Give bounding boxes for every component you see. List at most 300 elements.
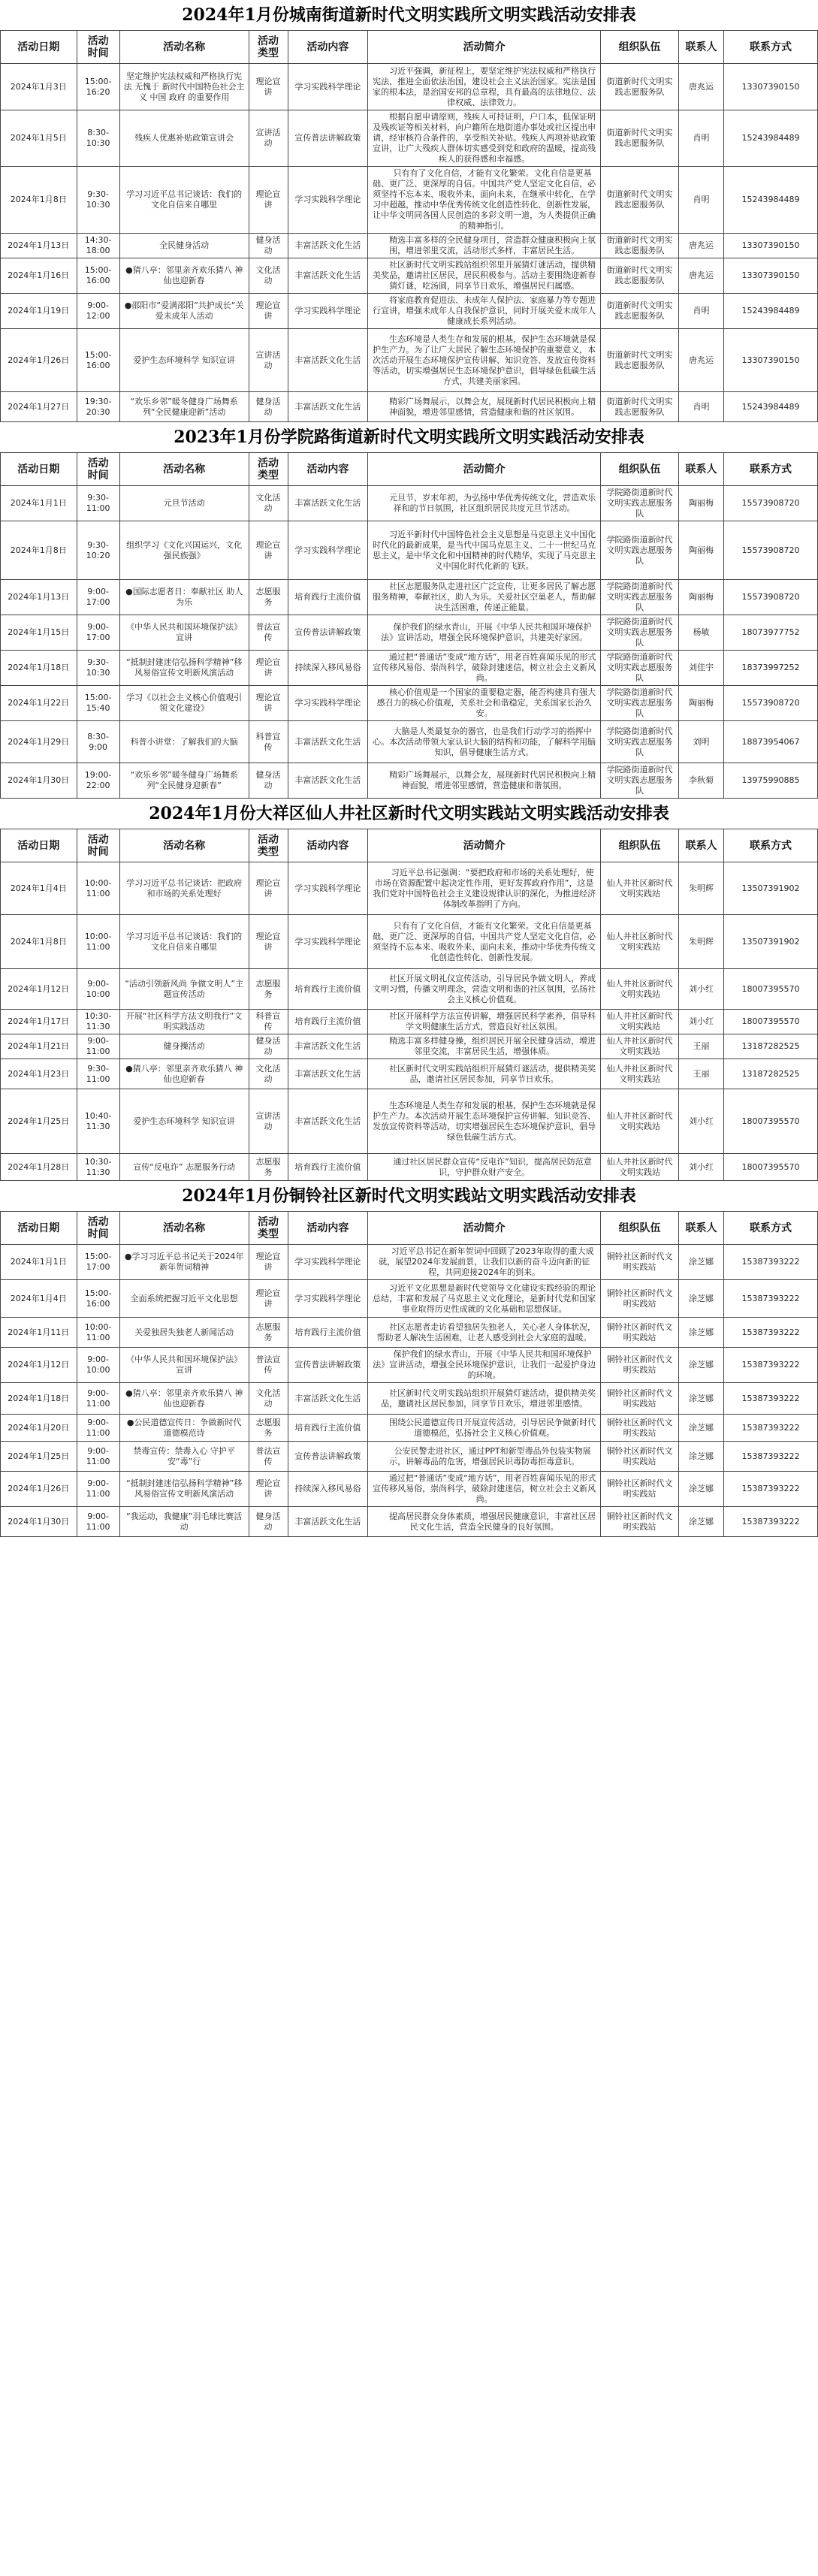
- cell-contact-phone: 15387393222: [723, 1383, 817, 1415]
- cell-activity-content: 培育践行主流价值: [288, 1318, 368, 1348]
- table-row: [1, 110, 818, 167]
- schedule-section: [0, 1181, 818, 1537]
- cell-activity-time: 9:00-11:00: [77, 1442, 119, 1472]
- cell-activity-name: ●猜八亭：邻里亲齐欢乐猜八 神仙也迎新春: [119, 1383, 249, 1415]
- cell-activity-name: ●猜八亭：邻里亲齐欢乐猜八 神仙也迎新春: [119, 258, 249, 294]
- cell-activity-date: 2024年1月18日: [1, 1383, 77, 1415]
- cell-activity-content: 学习实践科学理论: [288, 521, 368, 580]
- cell-contact-phone: 15387393222: [723, 1348, 817, 1383]
- column-header-activity-content: 活动内容: [288, 1212, 368, 1245]
- cell-activity-intro: 习近平总书记在新年贺词中回顾了2023年取得的重大成就，展望2024年发展前景，让我们以新的奋斗迈向新的征程，共同迎接2024年的到来。: [368, 1245, 601, 1280]
- column-header-activity-time: 活动 时间: [77, 453, 119, 486]
- column-header-contact-person: 联系人: [679, 829, 724, 862]
- cell-organizer-team: 街道新时代文明实践志愿服务队: [601, 392, 679, 422]
- cell-activity-name: “抵制封建迷信弘扬科学精神”移风易俗宣传文明新风演活动: [119, 651, 249, 686]
- cell-activity-intro: 精彩广场舞展示，以舞会友，展现新时代居民积极向上精神面貌，增进邻里感情，营造健康和谐的社区氛围。: [368, 392, 601, 422]
- cell-activity-type: 理论宣讲: [249, 64, 288, 110]
- cell-activity-time: 19:00-22:00: [77, 763, 119, 799]
- cell-activity-type: 理论宣讲: [249, 521, 288, 580]
- column-header-activity-content: 活动内容: [288, 829, 368, 862]
- column-header-activity-time: 活动 时间: [77, 1212, 119, 1245]
- cell-contact-phone: 15573908720: [723, 486, 817, 521]
- table-row: [1, 1415, 818, 1442]
- cell-organizer-team: 仙人井社区新时代文明实践站: [601, 862, 679, 915]
- cell-contact-phone: 13307390150: [723, 234, 817, 258]
- column-header-contact-person: 联系人: [679, 31, 724, 64]
- cell-contact-person: 涂芝娜: [679, 1383, 724, 1415]
- cell-activity-name: 全面系统把握习近平文化思想: [119, 1280, 249, 1318]
- cell-organizer-team: 街道新时代文明实践志愿服务队: [601, 258, 679, 294]
- column-header-activity-type: 活动 类型: [249, 1212, 288, 1245]
- cell-activity-name: 组织学习《文化兴国运兴，文化强民族强》: [119, 521, 249, 580]
- cell-activity-date: 2024年1月21日: [1, 1034, 77, 1059]
- cell-activity-time: 10:30-11:30: [77, 1010, 119, 1034]
- cell-activity-intro: 将家庭教育促进法、未成年人保护法、家庭暴力等专题进行宣讲，增强未成年人自我保护意识，同时开展关爱未成年人健康成长系列活动。: [368, 294, 601, 329]
- column-header-contact-phone: 联系方式: [723, 31, 817, 64]
- cell-activity-content: 丰富活跃文化生活: [288, 1034, 368, 1059]
- cell-activity-time: 15:00-17:00: [77, 1245, 119, 1280]
- table-row: [1, 486, 818, 521]
- cell-activity-time: 10:00-11:00: [77, 862, 119, 915]
- cell-activity-date: 2024年1月28日: [1, 1154, 77, 1181]
- cell-activity-date: 2024年1月13日: [1, 580, 77, 615]
- cell-activity-type: 志愿服务: [249, 969, 288, 1010]
- schedule-table: [0, 30, 818, 422]
- cell-activity-content: 培育践行主流价值: [288, 1154, 368, 1181]
- cell-organizer-team: 学院路街道新时代文明实践志愿服务队: [601, 721, 679, 763]
- table-row: [1, 1348, 818, 1383]
- cell-contact-person: 涂芝娜: [679, 1348, 724, 1383]
- cell-activity-type: 健身活动: [249, 234, 288, 258]
- cell-contact-phone: 13307390150: [723, 64, 817, 110]
- schedule-section: [0, 799, 818, 1181]
- cell-activity-intro: 保护我们的绿水青山，开展《中华人民共和国环境保护法》宣讲活动，增强全民环境保护意识，共建美好家园。: [368, 615, 601, 651]
- table-row: [1, 1010, 818, 1034]
- table-row: [1, 1089, 818, 1154]
- cell-activity-content: 宣传普法讲解政策: [288, 615, 368, 651]
- cell-activity-date: 2024年1月4日: [1, 1280, 77, 1318]
- table-row: [1, 392, 818, 422]
- cell-activity-content: 学习实践科学理论: [288, 294, 368, 329]
- cell-contact-phone: 15573908720: [723, 580, 817, 615]
- table-row: [1, 651, 818, 686]
- cell-activity-name: 关爱独居失独老人新闻活动: [119, 1318, 249, 1348]
- column-header-activity-date: 活动日期: [1, 453, 77, 486]
- cell-activity-intro: 提高居民群众身体素质，增强居民健康意识，丰富社区居民文化生活，营造全民健身的良好氛围。: [368, 1507, 601, 1537]
- cell-activity-content: 丰富活跃文化生活: [288, 234, 368, 258]
- cell-contact-person: 肖明: [679, 392, 724, 422]
- cell-activity-date: 2024年1月25日: [1, 1442, 77, 1472]
- table-row: [1, 234, 818, 258]
- cell-activity-intro: 社区新时代文明实践站组织邻里开展猜灯谜活动，提供精美奖品，邀请社区居民，居民积极参与。活动主要围绕迎新春猜灯谜，吃汤圆，同享节日欢乐，增强居民归属感。: [368, 258, 601, 294]
- cell-activity-type: 文化活动: [249, 1059, 288, 1089]
- cell-activity-date: 2024年1月11日: [1, 1318, 77, 1348]
- cell-activity-time: 9:00-17:00: [77, 615, 119, 651]
- cell-activity-intro: 精选丰富多样的全民健身项目，营造群众健康积极向上氛围，增进邻里交流，活动形式多样，丰富居民生活。: [368, 234, 601, 258]
- cell-activity-time: 15:00-16:00: [77, 258, 119, 294]
- cell-contact-person: 涂芝娜: [679, 1415, 724, 1442]
- cell-contact-person: 陶丽梅: [679, 486, 724, 521]
- cell-activity-time: 9:30-10:30: [77, 651, 119, 686]
- cell-activity-time: 9:30-11:00: [77, 486, 119, 521]
- cell-contact-phone: 18073977752: [723, 615, 817, 651]
- cell-activity-date: 2024年1月1日: [1, 1245, 77, 1280]
- cell-contact-person: 肖明: [679, 110, 724, 167]
- cell-activity-intro: 通过把“普通话”变成“地方话”，用老百姓喜闻乐见的形式宣传移风易俗、崇尚科学，破除封建迷信，树立社会主义新风尚。: [368, 651, 601, 686]
- cell-contact-person: 陶丽梅: [679, 521, 724, 580]
- cell-activity-date: 2024年1月8日: [1, 167, 77, 234]
- table-row: [1, 721, 818, 763]
- table-row: [1, 1318, 818, 1348]
- cell-activity-name: 学习习近平总书记谈话：我们的文化自信来自哪里: [119, 167, 249, 234]
- cell-activity-intro: 习近平强调，新征程上，要坚定维护宪法权威和严格执行宪法，推进全面依法治国，建设社会主义法治国家。宪法是国家的根本法，是治国安邦的总章程，具有最高的法律地位、法律权威、法律效力。: [368, 64, 601, 110]
- cell-contact-person: 涂芝娜: [679, 1472, 724, 1507]
- column-header-activity-date: 活动日期: [1, 829, 77, 862]
- cell-activity-name: 《中华人民共和国环境保护法》宣讲: [119, 1348, 249, 1383]
- cell-activity-intro: 社区志愿服务队走进社区广泛宣传，让更多居民了解志愿服务精神，奉献社区，助人为乐。关爱社区空巢老人，帮助解决生活困难，传递正能量。: [368, 580, 601, 615]
- cell-activity-time: 10:00-11:00: [77, 915, 119, 969]
- cell-activity-name: ●国际志愿者日：奉献社区 助人为乐: [119, 580, 249, 615]
- cell-activity-type: 志愿服务: [249, 1415, 288, 1442]
- cell-activity-time: 8:30-9:00: [77, 721, 119, 763]
- cell-activity-name: 开展“社区科学方法文明我行”文明实践活动: [119, 1010, 249, 1034]
- cell-activity-time: 9:30-10:20: [77, 521, 119, 580]
- cell-activity-content: 学习实践科学理论: [288, 167, 368, 234]
- cell-activity-content: 丰富活跃文化生活: [288, 721, 368, 763]
- cell-activity-name: 学习习近平总书记谈话：我们的文化自信来自哪里: [119, 915, 249, 969]
- cell-activity-date: 2024年1月30日: [1, 763, 77, 799]
- cell-activity-type: 理论宣讲: [249, 167, 288, 234]
- table-header-row: [1, 1212, 818, 1245]
- cell-activity-time: 9:30-11:00: [77, 1059, 119, 1089]
- cell-contact-phone: 15387393222: [723, 1280, 817, 1318]
- cell-activity-intro: 只有有了文化自信，才能有文化繁荣。文化自信是更基础、更广泛、更深厚的自信。中国共产党人坚定文化自信，必须坚持不忘本来、吸收外来、面向未来，在继承中转化，在学习中超越，推动中华优秀传统文化创造性转化、创新性发展，让中华文明同各国人民创造的多彩文明一道，为人类提供正确的精神指引。: [368, 167, 601, 234]
- column-header-activity-date: 活动日期: [1, 31, 77, 64]
- cell-contact-person: 唐兆运: [679, 329, 724, 392]
- cell-activity-type: 普法宣传: [249, 1348, 288, 1383]
- table-row: [1, 1280, 818, 1318]
- cell-organizer-team: 街道新时代文明实践志愿服务队: [601, 294, 679, 329]
- cell-activity-intro: 通过社区居民群众宣传“反电诈”知识，提高居民防范意识，守护群众财产安全。: [368, 1154, 601, 1181]
- cell-contact-person: 陶丽梅: [679, 580, 724, 615]
- cell-activity-content: 丰富活跃文化生活: [288, 258, 368, 294]
- column-header-activity-type: 活动 类型: [249, 453, 288, 486]
- cell-contact-person: 杨敏: [679, 615, 724, 651]
- cell-contact-person: 刘小红: [679, 1089, 724, 1154]
- cell-activity-time: 19:30-20:30: [77, 392, 119, 422]
- column-header-contact-person: 联系人: [679, 453, 724, 486]
- cell-activity-content: 丰富活跃文化生活: [288, 329, 368, 392]
- cell-activity-type: 健身活动: [249, 1507, 288, 1537]
- cell-activity-date: 2024年1月22日: [1, 686, 77, 721]
- cell-activity-content: 丰富活跃文化生活: [288, 392, 368, 422]
- column-header-activity-intro: 活动简介: [368, 829, 601, 862]
- cell-organizer-team: 仙人井社区新时代文明实践站: [601, 1059, 679, 1089]
- cell-contact-phone: 15387393222: [723, 1318, 817, 1348]
- cell-activity-intro: 社区开展文明礼仪宣传活动，引导居民争做文明人，养成文明习惯，传播文明理念，营造文明和谐的社区氛围，弘扬社会主义核心价值观。: [368, 969, 601, 1010]
- cell-contact-person: 刘小红: [679, 969, 724, 1010]
- cell-activity-time: 10:30-11:30: [77, 1154, 119, 1181]
- table-row: [1, 969, 818, 1010]
- cell-activity-date: 2024年1月19日: [1, 294, 77, 329]
- column-header-contact-phone: 联系方式: [723, 1212, 817, 1245]
- section-title: 2023年1月份学院路街道新时代文明实践所文明实践活动安排表: [174, 427, 644, 447]
- cell-activity-date: 2024年1月4日: [1, 862, 77, 915]
- cell-activity-date: 2024年1月26日: [1, 329, 77, 392]
- cell-contact-phone: 13307390150: [723, 329, 817, 392]
- cell-activity-time: 9:00-11:00: [77, 1415, 119, 1442]
- cell-organizer-team: 铜铃社区新时代文明实践站: [601, 1245, 679, 1280]
- cell-contact-person: 王丽: [679, 1034, 724, 1059]
- cell-activity-content: 学习实践科学理论: [288, 915, 368, 969]
- section-title: 2024年1月份铜铃社区新时代文明实践站文明实践活动安排表: [182, 1186, 636, 1206]
- cell-activity-content: 丰富活跃文化生活: [288, 1383, 368, 1415]
- column-header-organizer-team: 组织队伍: [601, 1212, 679, 1245]
- cell-organizer-team: 学院路街道新时代文明实践志愿服务队: [601, 486, 679, 521]
- table-row: [1, 258, 818, 294]
- cell-activity-time: 14:30-18:00: [77, 234, 119, 258]
- cell-activity-name: 全民健身活动: [119, 234, 249, 258]
- cell-activity-type: 科普宣传: [249, 1010, 288, 1034]
- cell-activity-name: 残疾人优惠补贴政策宣讲会: [119, 110, 249, 167]
- cell-activity-time: 9:00-12:00: [77, 294, 119, 329]
- cell-activity-time: 15:00-16:00: [77, 1280, 119, 1318]
- cell-activity-time: 9:00-11:00: [77, 1383, 119, 1415]
- table-row: [1, 294, 818, 329]
- cell-contact-person: 涂芝娜: [679, 1318, 724, 1348]
- cell-organizer-team: 铜铃社区新时代文明实践站: [601, 1442, 679, 1472]
- schedule-table: [0, 452, 818, 799]
- schedule-section: [0, 422, 818, 799]
- schedule-section: [0, 0, 818, 422]
- cell-activity-name: 健身操活动: [119, 1034, 249, 1059]
- cell-activity-intro: 社区开展科学方法宣传讲解，增强居民科学素养，倡导科学文明健康生活方式，营造良好社区氛围。: [368, 1010, 601, 1034]
- cell-organizer-team: 学院路街道新时代文明实践志愿服务队: [601, 521, 679, 580]
- cell-organizer-team: 铜铃社区新时代文明实践站: [601, 1507, 679, 1537]
- cell-contact-phone: 15387393222: [723, 1442, 817, 1472]
- cell-contact-phone: 15387393222: [723, 1507, 817, 1537]
- cell-activity-intro: 根据自愿申请原则，残疾人可持证明，户口本，低保证明及残疾证等相关材料，向户籍所在地街道办事处或社区提出申请，经审核符合条件的，享受相关补贴。残疾人两项补贴政策宣讲，让广大残疾人群体切实感受到党和政府的温暖，提高残疾人的获得感和幸福感。: [368, 110, 601, 167]
- column-header-activity-type: 活动 类型: [249, 31, 288, 64]
- table-row: [1, 1245, 818, 1280]
- cell-activity-name: ●公民道德宣传日：争做新时代道德模范诗: [119, 1415, 249, 1442]
- cell-organizer-team: 街道新时代文明实践志愿服务队: [601, 329, 679, 392]
- cell-activity-date: 2024年1月12日: [1, 969, 77, 1010]
- cell-activity-type: 健身活动: [249, 763, 288, 799]
- column-header-activity-intro: 活动简介: [368, 31, 601, 64]
- cell-contact-phone: 13307390150: [723, 258, 817, 294]
- cell-activity-time: 9:00-17:00: [77, 580, 119, 615]
- cell-activity-date: 2024年1月1日: [1, 486, 77, 521]
- cell-contact-phone: 15243984489: [723, 110, 817, 167]
- column-header-activity-name: 活动名称: [119, 453, 249, 486]
- table-row: [1, 521, 818, 580]
- column-header-contact-phone: 联系方式: [723, 453, 817, 486]
- cell-contact-person: 刘明: [679, 721, 724, 763]
- cell-activity-intro: 社区新时代文明实践站组织开展猜灯谜活动，提供精美奖品，邀请社区居民参加，同享节日欢乐，增进邻里感情。: [368, 1383, 601, 1415]
- cell-activity-type: 健身活动: [249, 1034, 288, 1059]
- cell-contact-person: 朱明辉: [679, 862, 724, 915]
- column-header-activity-intro: 活动简介: [368, 453, 601, 486]
- cell-contact-phone: 15243984489: [723, 167, 817, 234]
- cell-activity-type: 文化活动: [249, 1383, 288, 1415]
- table-row: [1, 329, 818, 392]
- schedule-table: [0, 1211, 818, 1537]
- cell-contact-phone: 18007395570: [723, 1154, 817, 1181]
- table-row: [1, 64, 818, 110]
- cell-contact-person: 唐兆运: [679, 258, 724, 294]
- column-header-organizer-team: 组织队伍: [601, 31, 679, 64]
- column-header-contact-person: 联系人: [679, 1212, 724, 1245]
- cell-activity-content: 学习实践科学理论: [288, 1245, 368, 1280]
- cell-activity-name: 坚定维护宪法权威和严格执行宪法 无愧于 新时代中国特色社会主义 中国 政府 的重要作用: [119, 64, 249, 110]
- cell-activity-type: 宣讲活动: [249, 1089, 288, 1154]
- cell-organizer-team: 学院路街道新时代文明实践志愿服务队: [601, 580, 679, 615]
- cell-organizer-team: 街道新时代文明实践志愿服务队: [601, 110, 679, 167]
- cell-organizer-team: 学院路街道新时代文明实践志愿服务队: [601, 686, 679, 721]
- cell-contact-phone: 13975990885: [723, 763, 817, 799]
- cell-contact-phone: 15387393222: [723, 1245, 817, 1280]
- cell-activity-intro: 通过把“普通话”变成“地方话”，用老百姓喜闻乐见的形式宣传移风易俗，崇尚科学，破除封建迷信，树立社会主义新风尚。: [368, 1472, 601, 1507]
- cell-activity-type: 理论宣讲: [249, 862, 288, 915]
- cell-contact-person: 刘佳宇: [679, 651, 724, 686]
- column-header-activity-type: 活动 类型: [249, 829, 288, 862]
- cell-organizer-team: 铜铃社区新时代文明实践站: [601, 1280, 679, 1318]
- cell-contact-phone: 18373997252: [723, 651, 817, 686]
- cell-contact-phone: 13507391902: [723, 862, 817, 915]
- cell-organizer-team: 仙人井社区新时代文明实践站: [601, 1010, 679, 1034]
- cell-activity-time: 10:40-11:30: [77, 1089, 119, 1154]
- cell-activity-name: ●学习习近平总书记关于2024年新年贺词精神: [119, 1245, 249, 1280]
- cell-activity-content: 培育践行主流价值: [288, 1415, 368, 1442]
- cell-contact-person: 刘小红: [679, 1154, 724, 1181]
- cell-activity-content: 丰富活跃文化生活: [288, 1089, 368, 1154]
- cell-activity-type: 理论宣讲: [249, 915, 288, 969]
- cell-contact-person: 刘小红: [679, 1010, 724, 1034]
- cell-activity-date: 2024年1月8日: [1, 915, 77, 969]
- cell-activity-content: 培育践行主流价值: [288, 580, 368, 615]
- column-header-activity-time: 活动 时间: [77, 829, 119, 862]
- cell-contact-person: 肖明: [679, 294, 724, 329]
- cell-activity-name: 学习习近平总书记谈话：把政府和市场的关系处理好: [119, 862, 249, 915]
- table-row: [1, 763, 818, 799]
- cell-activity-content: 培育践行主流价值: [288, 1010, 368, 1034]
- cell-activity-name: ●猜八亭：邻里亲齐欢乐猜八 神仙也迎新春: [119, 1059, 249, 1089]
- column-header-activity-time: 活动 时间: [77, 31, 119, 64]
- cell-activity-name: “我运动，我健康”羽毛球比赛活动: [119, 1507, 249, 1537]
- cell-organizer-team: 仙人井社区新时代文明实践站: [601, 969, 679, 1010]
- cell-activity-name: 科普小讲堂：了解我们的大脑: [119, 721, 249, 763]
- cell-activity-date: 2024年1月8日: [1, 521, 77, 580]
- column-header-activity-name: 活动名称: [119, 829, 249, 862]
- schedule-table: [0, 829, 818, 1181]
- cell-contact-person: 朱明辉: [679, 915, 724, 969]
- cell-contact-phone: 13187282525: [723, 1059, 817, 1089]
- table-row: [1, 686, 818, 721]
- cell-activity-type: 普法宣传: [249, 1442, 288, 1472]
- table-row: [1, 1442, 818, 1472]
- cell-activity-type: 文化活动: [249, 486, 288, 521]
- cell-activity-intro: 习近平总书记强调：“要把政府和市场的关系处理好，使市场在资源配置中起决定性作用，更好发挥政府作用”，这是我们党对中国特色社会主义建设规律认识的深化，为推进经济体制改革指明了方向。: [368, 862, 601, 915]
- cell-activity-date: 2024年1月5日: [1, 110, 77, 167]
- cell-activity-type: 科普宣传: [249, 721, 288, 763]
- cell-activity-date: 2024年1月15日: [1, 615, 77, 651]
- cell-activity-content: 丰富活跃文化生活: [288, 1507, 368, 1537]
- cell-contact-phone: 18873954067: [723, 721, 817, 763]
- table-header-row: [1, 453, 818, 486]
- cell-contact-phone: 13507391902: [723, 915, 817, 969]
- cell-activity-time: 15:00-16:00: [77, 329, 119, 392]
- column-header-activity-name: 活动名称: [119, 31, 249, 64]
- column-header-organizer-team: 组织队伍: [601, 829, 679, 862]
- cell-activity-content: 学习实践科学理论: [288, 1280, 368, 1318]
- cell-activity-type: 志愿服务: [249, 1318, 288, 1348]
- cell-activity-content: 学习实践科学理论: [288, 64, 368, 110]
- cell-activity-intro: 保护我们的绿水青山，开展《中华人民共和国环境保护法》宣讲活动，增强全民环境保护意识，让我们一起爱护身边的环境。: [368, 1348, 601, 1383]
- cell-activity-intro: 核心价值观是一个国家的重要稳定器，能否构建具有强大感召力的核心价值观，关系社会和谐稳定，关系国家长治久安。: [368, 686, 601, 721]
- cell-activity-time: 15:00-16:20: [77, 64, 119, 110]
- cell-contact-phone: 18007395570: [723, 969, 817, 1010]
- cell-activity-name: 禁毒宣传：禁毒入心 守护平安“毒”行: [119, 1442, 249, 1472]
- cell-activity-type: 宣讲活动: [249, 110, 288, 167]
- table-row: [1, 1472, 818, 1507]
- column-header-activity-content: 活动内容: [288, 453, 368, 486]
- cell-activity-time: 9:00-11:00: [77, 1472, 119, 1507]
- cell-activity-date: 2024年1月30日: [1, 1507, 77, 1537]
- cell-activity-time: 15:00-15:40: [77, 686, 119, 721]
- section-title: 2024年1月份城南街道新时代文明实践所文明实践活动安排表: [182, 5, 636, 25]
- cell-activity-date: 2024年1月27日: [1, 392, 77, 422]
- cell-activity-content: 宣传普法讲解政策: [288, 1348, 368, 1383]
- cell-activity-date: 2024年1月16日: [1, 258, 77, 294]
- table-row: [1, 1059, 818, 1089]
- cell-activity-date: 2024年1月17日: [1, 1010, 77, 1034]
- column-header-organizer-team: 组织队伍: [601, 453, 679, 486]
- cell-contact-phone: 15243984489: [723, 392, 817, 422]
- table-header-row: [1, 31, 818, 64]
- cell-activity-date: 2024年1月12日: [1, 1348, 77, 1383]
- cell-activity-intro: 公安民警走进社区，通过PPT和新型毒品外包装实物展示，讲解毒品的危害，增强居民识毒防毒拒毒意识。: [368, 1442, 601, 1472]
- cell-organizer-team: 学院路街道新时代文明实践志愿服务队: [601, 615, 679, 651]
- table-row: [1, 1034, 818, 1059]
- cell-contact-person: 王丽: [679, 1059, 724, 1089]
- cell-organizer-team: 学院路街道新时代文明实践志愿服务队: [601, 763, 679, 799]
- cell-contact-person: 涂芝娜: [679, 1280, 724, 1318]
- cell-activity-type: 普法宣传: [249, 615, 288, 651]
- cell-activity-type: 理论宣讲: [249, 1472, 288, 1507]
- cell-activity-date: 2024年1月25日: [1, 1089, 77, 1154]
- cell-activity-intro: 精选丰富多样健身操，组织居民开展全民健身活动，增进邻里交流，丰富居民生活，增强体质。: [368, 1034, 601, 1059]
- table-row: [1, 1154, 818, 1181]
- cell-contact-phone: 13187282525: [723, 1034, 817, 1059]
- cell-activity-date: 2024年1月23日: [1, 1059, 77, 1089]
- cell-activity-date: 2024年1月20日: [1, 1415, 77, 1442]
- cell-activity-type: 理论宣讲: [249, 686, 288, 721]
- cell-activity-time: 9:00-11:00: [77, 1034, 119, 1059]
- cell-organizer-team: 街道新时代文明实践志愿服务队: [601, 234, 679, 258]
- cell-activity-content: 宣传普法讲解政策: [288, 110, 368, 167]
- cell-activity-name: 爱护生态环境科学 知识宣讲: [119, 1089, 249, 1154]
- cell-contact-phone: 15387393222: [723, 1472, 817, 1507]
- cell-activity-date: 2024年1月26日: [1, 1472, 77, 1507]
- cell-activity-content: 丰富活跃文化生活: [288, 763, 368, 799]
- cell-activity-time: 9:00-11:00: [77, 1507, 119, 1537]
- cell-activity-content: 培育践行主流价值: [288, 969, 368, 1010]
- cell-activity-name: 元旦节活动: [119, 486, 249, 521]
- cell-contact-person: 涂芝娜: [679, 1507, 724, 1537]
- cell-activity-name: “抵制封建迷信弘扬科学精神”移风易俗宣传文明新风演活动: [119, 1472, 249, 1507]
- cell-activity-type: 理论宣讲: [249, 1280, 288, 1318]
